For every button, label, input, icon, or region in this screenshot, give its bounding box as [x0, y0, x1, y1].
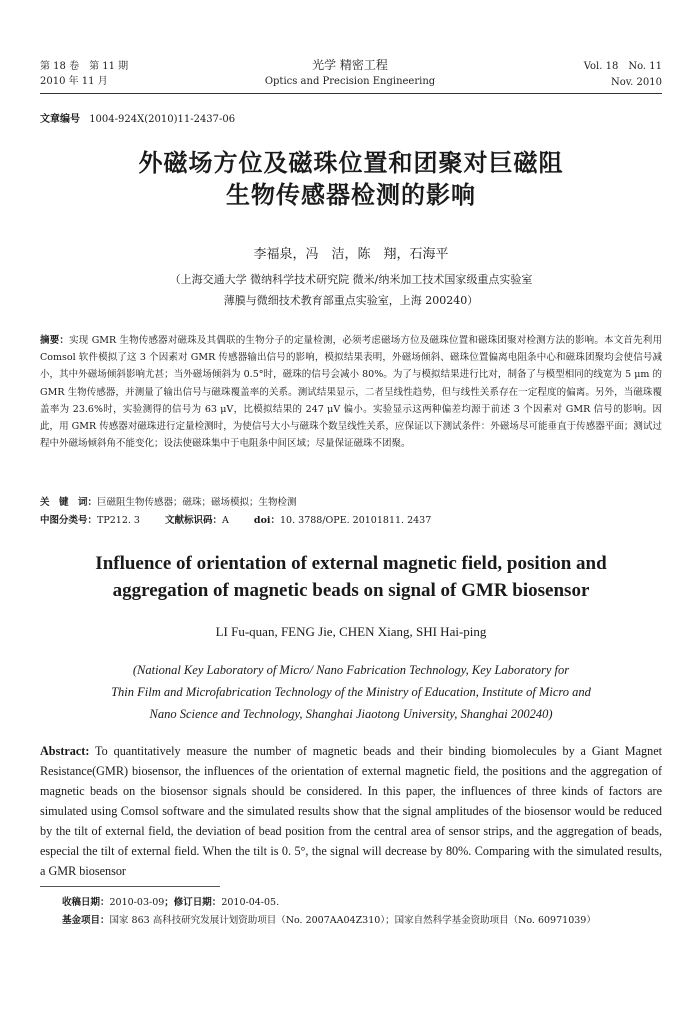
cn-title-line1: 外磁场方位及磁珠位置和团聚对巨磁阻	[138, 149, 564, 177]
en-abstract	[40, 741, 662, 881]
en-abstract-text: To quantitatively measure the number of magnetic beads and their binding biomolecules by a Giant Magnet Resistance(GMR) biosensor, the influences of the orientation of external magnetic field, the positions and the aggregation of magnetic beads on the biosensor signals should be considered. In this paper, the influences of three kinds of factors are simulated using Comsol software and the simulated results show that the signal amplitudes of the biosensor would be reduced by the tilt of external field, the deviation of bead position from the central area of sensor strips, and the aggregation of beads, especial the tilt of external field. When the tilt is 0. 5°, the signal will decrease by 80%. Comparing with the simulated results, a GMR biosensor	[40, 744, 662, 878]
revised-label: ；修订日期：	[164, 897, 222, 908]
cn-abstract-label: 摘要：	[40, 335, 70, 346]
en-title-line2: aggregation of magnetic beads on signal of GMR biosensor	[112, 580, 590, 601]
cn-affiliation-line1: （上海交通大学 微纳科学技术研究院 微米/纳米加工技术国家级重点实验室	[169, 273, 533, 286]
en-affiliation-line3: Nano Science and Technology, Shanghai Jiaotong University, Shanghai 200240)	[149, 707, 553, 721]
journal-title-en: Optics and Precision Engineering	[264, 76, 436, 87]
en-affiliation-line1: (National Key Laboratory of Micro/ Nano Fabrication Technology, Key Laboratory for	[132, 663, 570, 677]
received-label: 收稿日期：	[62, 897, 110, 908]
cn-affiliation-line2: 薄膜与微细技术教育部重点实验室，上海 200240）	[223, 294, 479, 307]
clc-label: 中图分类号：	[40, 515, 98, 526]
journal-date: 2010 年 11 月	[40, 76, 108, 87]
cn-keywords-label: 关 键 词：	[40, 497, 98, 508]
article-number	[40, 113, 235, 127]
en-affiliation-line2: Thin Film and Microfabrication Technology of the Ministry of Education, Institute of Micro and	[111, 685, 591, 699]
cn-keywords	[40, 494, 662, 511]
cn-abstract-text: 实现 GMR 生物传感器对磁珠及其偶联的生物分子的定量检测，必须考虑磁场方位及磁珠位置和磁珠团聚对检测方法的影响。本文首先利用 Comsol 软件模拟了这 3 个因素对 GMR 传感器输出信号的影响，模拟结果表明，外磁场倾斜、磁珠位置偏离电阻条中心和磁珠团聚均会使信号减小，其中外磁场倾斜影响尤甚；当外磁场倾斜为 0.5°时，磁珠的信号会减小 80%。为了与模拟结果进行比对，制备了与模型相同的线宽为 5 μm 的 GMR 生物传感器，并测量了输出信号与磁珠覆盖率的关系。测试结果显示，二者呈线性趋势，但与线性关系存在一定程度的偏离。另外，当磁珠覆盖率为 23.6%时，实验测得的信号为 63 μV，比模拟结果的 247 μV 偏小。实验显示这两种偏差均源于前述 3 个因素对 GMR 信号的影响。因此，用 GMR 传感器对磁珠进行定量检测时，为使信号大小与磁珠个数呈线性关系，应保证以下测试条件：外磁场尽可能垂直于传感器平面；测试过程中外磁场倾斜角不能变化；设法使磁珠集中于电阻条中间区域；尽量保证磁珠不团聚。	[40, 335, 662, 450]
fund-label: 基金项目：	[62, 915, 110, 926]
classification-line	[40, 512, 662, 529]
en-abstract-label: Abstract:	[40, 744, 90, 758]
clc-value: TP212. 3	[97, 515, 140, 526]
article-number-value: 1004-924X(2010)11-2437-06	[89, 114, 236, 125]
en-authors: LI Fu-quan, FENG Jie, CHEN Xiang, SHI Hai-ping	[215, 624, 487, 639]
doc-code-label: 文献标识码：	[165, 515, 223, 526]
footnote-dates	[62, 895, 662, 911]
cn-abstract	[40, 332, 662, 452]
cn-keywords-text: 巨磁阻生物传感器；磁珠；磁场模拟；生物检测	[97, 497, 297, 508]
en-title-line1: Influence of orientation of external magnetic field, position and	[95, 553, 607, 574]
cn-authors: 李福泉，冯 洁，陈 翔，石海平	[253, 247, 449, 262]
journal-volume-issue: 第 18 卷 第 11 期	[40, 61, 129, 72]
journal-volume-en: Vol. 18 No. 11	[583, 61, 662, 72]
revised-value: 2010-04-05.	[221, 897, 280, 908]
journal-title-cn: 光学 精密工程	[312, 58, 388, 72]
header-rule	[40, 93, 662, 94]
received-value: 2010-03-09	[109, 897, 165, 908]
doi-value: 10. 3788/OPE. 20101811. 2437	[280, 515, 432, 526]
cn-title-line2: 生物传感器检测的影响	[226, 181, 476, 209]
footnote-funding	[62, 913, 662, 929]
article-number-label: 文章编号	[40, 114, 80, 125]
journal-date-en: Nov. 2010	[610, 77, 662, 88]
doi-label: doi：	[253, 515, 281, 526]
doc-code-value: A	[222, 515, 229, 526]
fund-value: 国家 863 高科技研究发展计划资助项目（No. 2007AA04Z310）；国家自然科学基金资助项目（No. 60971039）	[109, 915, 596, 926]
footnote-rule	[40, 886, 220, 887]
